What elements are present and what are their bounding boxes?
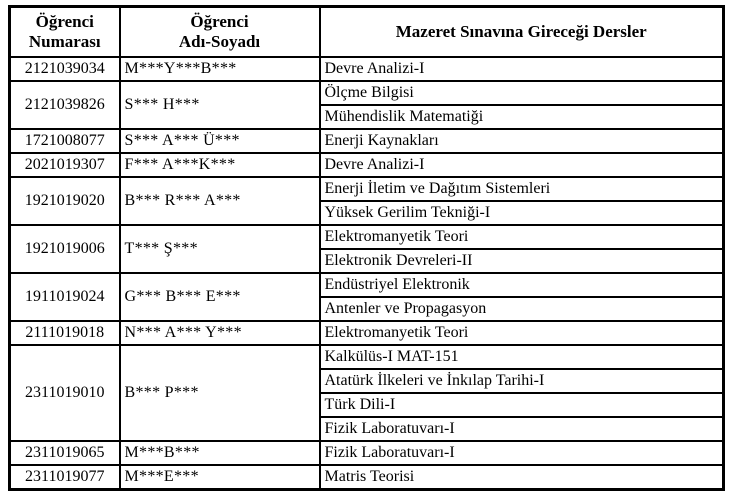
student-name-cell: B*** P*** xyxy=(120,345,320,441)
course-cell: Endüstriyel Elektronik xyxy=(320,273,724,297)
student-name-cell: N*** A*** Y*** xyxy=(120,321,320,345)
student-number-cell: 2121039826 xyxy=(10,81,120,129)
makeup-exam-table xyxy=(8,5,725,491)
header-label-line: Adı-Soyadı xyxy=(178,32,261,51)
student-number-cell: 1911019024 xyxy=(10,273,120,321)
table-row xyxy=(10,345,724,369)
student-number-cell: 2121039034 xyxy=(10,57,120,81)
course-cell: Kalkülüs-I MAT-151 xyxy=(320,345,724,369)
student-name-cell: M***Y***B*** xyxy=(120,57,320,81)
table-row xyxy=(10,321,724,345)
student-name-cell: F*** A***K*** xyxy=(120,153,320,177)
table-row xyxy=(10,465,724,489)
table-row xyxy=(10,225,724,249)
student-number-cell: 2111019018 xyxy=(10,321,120,345)
table-row xyxy=(10,153,724,177)
header-label-line: Numarası xyxy=(28,32,101,51)
table-row xyxy=(10,129,724,153)
table-row xyxy=(10,81,724,105)
student-number-cell: 2021019307 xyxy=(10,153,120,177)
student-number-cell: 1921019020 xyxy=(10,177,120,225)
course-cell: Matris Teorisi xyxy=(320,465,724,489)
course-cell: Atatürk İlkeleri ve İnkılap Tarihi-I xyxy=(320,369,724,393)
table-row xyxy=(10,441,724,465)
header-cell-student-number xyxy=(10,7,120,58)
student-name-cell: G*** B*** E*** xyxy=(120,273,320,321)
course-cell: Elektromanyetik Teori xyxy=(320,321,724,345)
student-number-cell: 1921019006 xyxy=(10,225,120,273)
header-label-line: Öğrenci xyxy=(190,12,249,32)
header-cell-courses xyxy=(320,7,724,58)
course-cell: Fizik Laboratuvarı-I xyxy=(320,417,724,441)
course-cell: Türk Dili-I xyxy=(320,393,724,417)
header-label-line: Öğrenci xyxy=(35,12,94,32)
student-number-cell: 2311019010 xyxy=(10,345,120,441)
course-cell: Yüksek Gerilim Tekniği-I xyxy=(320,201,724,225)
course-cell: Enerji Kaynakları xyxy=(320,129,724,153)
course-cell: Enerji İletim ve Dağıtım Sistemleri xyxy=(320,177,724,201)
header-label-line: Mazeret Sınavına Gireceği Dersler xyxy=(395,22,647,42)
table-row xyxy=(10,177,724,201)
student-name-cell: T*** Ş*** xyxy=(120,225,320,273)
student-name-cell: S*** H*** xyxy=(120,81,320,129)
course-cell: Mühendislik Matematiği xyxy=(320,105,724,129)
student-name-cell: S*** A*** Ü*** xyxy=(120,129,320,153)
course-cell: Antenler ve Propagasyon xyxy=(320,297,724,321)
course-cell: Devre Analizi-I xyxy=(320,153,724,177)
student-number-cell: 2311019077 xyxy=(10,465,120,489)
header-row xyxy=(10,7,724,58)
course-cell: Ölçme Bilgisi xyxy=(320,81,724,105)
student-name-cell: M***B*** xyxy=(120,441,320,465)
student-number-cell: 1721008077 xyxy=(10,129,120,153)
student-number-cell: 2311019065 xyxy=(10,441,120,465)
course-cell: Devre Analizi-I xyxy=(320,57,724,81)
table-header xyxy=(10,7,724,58)
course-cell: Elektronik Devreleri-II xyxy=(320,249,724,273)
table-row xyxy=(10,273,724,297)
table-body xyxy=(10,57,724,489)
student-name-cell: M***E*** xyxy=(120,465,320,489)
course-cell: Fizik Laboratuvarı-I xyxy=(320,441,724,465)
header-cell-student-name xyxy=(120,7,320,58)
course-cell: Elektromanyetik Teori xyxy=(320,225,724,249)
student-name-cell: B*** R*** A*** xyxy=(120,177,320,225)
table-row xyxy=(10,57,724,81)
